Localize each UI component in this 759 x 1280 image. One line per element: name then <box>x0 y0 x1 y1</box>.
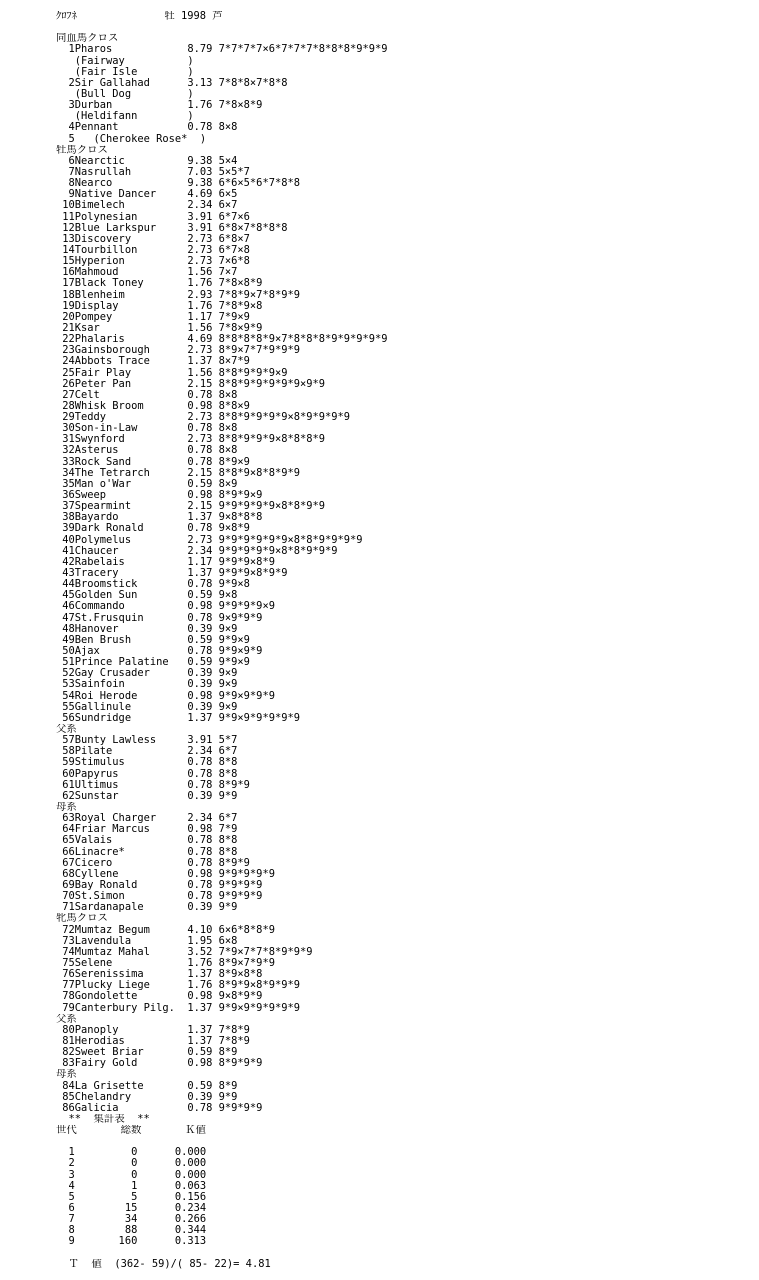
cross-row: 69Bay Ronald 0.78 9*9*9*9 <box>56 879 263 891</box>
cross-row: 10Bimelech 2.34 6×7 <box>56 200 238 212</box>
cross-row: 55Gallinule 0.39 9×9 <box>56 701 238 713</box>
cross-row: 13Discovery 2.73 6*8×7 <box>56 233 250 245</box>
cross-row: 81Herodias 1.37 7*8*9 <box>56 1035 250 1047</box>
cross-row: 50Ajax 0.78 9*9×9*9 <box>56 646 263 658</box>
cross-row: (Fair Isle ) <box>56 66 194 78</box>
summary-row: 3 0 0.000 <box>56 1169 207 1181</box>
spacer <box>56 22 756 33</box>
cross-row: 44Broomstick 0.78 9*9×8 <box>56 579 250 591</box>
summary-header: 世代 総数 Ｋ値 <box>56 1125 206 1137</box>
cross-row: 28Whisk Broom 0.98 8*8×9 <box>56 400 250 412</box>
cross-row: 45Golden Sun 0.59 9×8 <box>56 590 238 602</box>
cross-row: 85Chelandry 0.39 9*9 <box>56 1091 238 1103</box>
cross-row: 54Roi Herode 0.98 9*9×9*9*9 <box>56 690 275 702</box>
cross-row: 17Black Toney 1.76 7*8×8*9 <box>56 278 263 290</box>
cross-row: 21Ksar 1.56 7*8×9*9 <box>56 322 263 334</box>
summary-table <box>56 1147 756 1247</box>
summary-row: 4 1 0.063 <box>56 1180 207 1192</box>
cross-row: 76Serenissima 1.37 8*9×8*8 <box>56 969 263 981</box>
cross-row: 30Son-in-Law 0.78 8×8 <box>56 423 238 435</box>
cross-row: 49Ben Brush 0.59 9*9×9 <box>56 634 250 646</box>
cross-row: 56Sundridge 1.37 9*9×9*9*9*9*9 <box>56 712 300 724</box>
section-title: 母系 <box>56 1069 77 1081</box>
cross-row: 37Spearmint 2.15 9*9*9*9*9×8*8*9*9 <box>56 501 325 513</box>
cross-row: 71Sardanapale 0.39 9*9 <box>56 902 238 914</box>
cross-row: 26Peter Pan 2.15 8*8*9*9*9*9*9×9*9 <box>56 378 325 390</box>
section-title: 父系 <box>56 1013 77 1025</box>
cross-row: 46Commando 0.98 9*9*9*9×9 <box>56 601 275 613</box>
cross-row: 12Blue Larkspur 3.91 6*8×7*8*8*8 <box>56 222 288 234</box>
cross-row: 61Ultimus 0.78 8*9*9 <box>56 779 250 791</box>
cross-row: 31Swynford 2.73 8*8*9*9*9×8*8*8*9 <box>56 434 325 446</box>
cross-row: 7Nasrullah 7.03 5×5*7 <box>56 166 250 178</box>
cross-row: 72Mumtaz Begum 4.10 6×6*8*8*9 <box>56 924 275 936</box>
summary-row: 2 0 0.000 <box>56 1158 207 1170</box>
cross-row: 75Selene 1.76 8*9×7*9*9 <box>56 957 275 969</box>
cross-row: 32Asterus 0.78 8×8 <box>56 445 238 457</box>
cross-row: 52Gay Crusader 0.39 9×9 <box>56 668 238 680</box>
cross-row: 35Man o'War 0.59 8×9 <box>56 478 238 490</box>
cross-row: 3Durban 1.76 7*8×8*9 <box>56 100 263 112</box>
section-title: 母系 <box>56 801 77 813</box>
cross-row: 83Fairy Gold 0.98 8*9*9*9 <box>56 1058 263 1070</box>
cross-row: 14Tourbillon 2.73 6*7×8 <box>56 244 250 256</box>
cross-row: 82Sweet Briar 0.59 8*9 <box>56 1047 238 1059</box>
cross-row: 36Sweep 0.98 8*9*9×9 <box>56 490 263 502</box>
cross-row: 18Blenheim 2.93 7*8*9×7*8*9*9 <box>56 289 300 301</box>
cross-row: 4Pennant 0.78 8×8 <box>56 122 238 134</box>
cross-row: 25Fair Play 1.56 8*8*9*9*9×9 <box>56 367 288 379</box>
cross-row: 2Sir Gallahad 3.13 7*8*8×7*8*8 <box>56 77 288 89</box>
summary-row: 1 0 0.000 <box>56 1147 207 1159</box>
cross-row: 67Cicero 0.78 8*9*9 <box>56 857 250 869</box>
section-title: 父系 <box>56 724 77 735</box>
cross-row: 86Galicia 0.78 9*9*9*9 <box>56 1102 263 1114</box>
cross-row: 33Rock Sand 0.78 8*9×9 <box>56 456 250 468</box>
cross-row: (Heldifann ) <box>56 111 194 123</box>
cross-row: 51Prince Palatine 0.59 9*9×9 <box>56 657 250 669</box>
cross-row: 22Phalaris 4.69 8*8*8*8*9×7*8*8*8*9*9*9*9*9 <box>56 334 388 346</box>
cross-row: 29Teddy 2.73 8*8*9*9*9*9×8*9*9*9*9 <box>56 412 351 424</box>
cross-sections <box>56 33 756 1114</box>
cross-row: 15Hyperion 2.73 7×6*8 <box>56 256 250 268</box>
cross-row: 24Abbots Trace 1.37 8×7*9 <box>56 356 250 368</box>
cross-row: 8Nearco 9.38 6*6×5*6*7*8*8 <box>56 178 300 190</box>
cross-row: 84La Grisette 0.59 8*9 <box>56 1080 238 1092</box>
cross-row: 39Dark Ronald 0.78 9×8*9 <box>56 523 250 535</box>
cross-row: 6Nearctic 9.38 5×4 <box>56 155 238 167</box>
pedigree-document <box>56 11 756 1270</box>
cross-row: 57Bunty Lawless 3.91 5*7 <box>56 735 238 747</box>
cross-row: 48Hanover 0.39 9×9 <box>56 623 238 635</box>
cross-row: 42Rabelais 1.17 9*9*9×8*9 <box>56 556 275 568</box>
summary-title: ** 集計表 ** <box>56 1113 150 1125</box>
summary-row: 7 34 0.266 <box>56 1214 207 1226</box>
cross-row: 78Gondolette 0.98 9×8*9*9 <box>56 991 263 1003</box>
cross-row: (Bull Dog ) <box>56 88 194 100</box>
cross-row: 40Polymelus 2.73 9*9*9*9*9*9×8*8*9*9*9*9 <box>56 534 363 546</box>
cross-row: 53Sainfoin 0.39 9×9 <box>56 679 238 691</box>
cross-row: 80Panoply 1.37 7*8*9 <box>56 1024 250 1036</box>
summary-row: 5 5 0.156 <box>56 1191 207 1203</box>
cross-row: 68Cyllene 0.98 9*9*9*9*9 <box>56 868 275 880</box>
cross-row: 5 (Cherokee Rose* ) <box>56 133 207 145</box>
cross-row: 66Linacre* 0.78 8*8 <box>56 846 238 858</box>
cross-row: 16Mahmoud 1.56 7×7 <box>56 267 238 279</box>
t-value-line: Ｔ 値 (362- 59)/( 85- 22)= 4.81 <box>56 1258 271 1270</box>
cross-row: 47St.Frusquin 0.78 9×9*9*9 <box>56 612 263 624</box>
cross-row: 70St.Simon 0.78 9*9*9*9 <box>56 891 263 903</box>
cross-row: 23Gainsborough 2.73 8*9×7*7*9*9*9 <box>56 345 300 357</box>
cross-row: 79Canterbury Pilg. 1.37 9*9×9*9*9*9*9 <box>56 1002 300 1014</box>
spacer <box>56 1136 756 1147</box>
cross-row: 60Papyrus 0.78 8*8 <box>56 768 238 780</box>
cross-row: 58Pilate 2.34 6*7 <box>56 746 238 758</box>
section-title: 牡馬クロス <box>56 144 108 156</box>
cross-row: 20Pompey 1.17 7*9×9 <box>56 311 250 323</box>
cross-row: 74Mumtaz Mahal 3.52 7*9×7*7*8*9*9*9 <box>56 946 313 958</box>
cross-row: 19Display 1.76 7*8*9×8 <box>56 300 263 312</box>
spacer <box>56 1248 756 1259</box>
cross-row: 41Chaucer 2.34 9*9*9*9*9×8*8*9*9*9 <box>56 545 338 557</box>
section-title: 牝馬クロス <box>56 913 108 925</box>
cross-row: 65Valais 0.78 8*8 <box>56 835 238 847</box>
cross-row: 64Friar Marcus 0.98 7*9 <box>56 824 238 836</box>
cross-row: 34The Tetrarch 2.15 8*8*9×8*8*9*9 <box>56 467 300 479</box>
cross-row: 11Polynesian 3.91 6*7×6 <box>56 211 250 223</box>
cross-row: 63Royal Charger 2.34 6*7 <box>56 813 238 825</box>
section-title: 同血馬クロス <box>56 33 119 45</box>
summary-row: 6 15 0.234 <box>56 1203 207 1215</box>
cross-row: 77Plucky Liege 1.76 8*9*9×8*9*9*9 <box>56 980 300 992</box>
cross-row: 27Celt 0.78 8×8 <box>56 389 238 401</box>
cross-row: (Fairway ) <box>56 55 194 67</box>
cross-row: 38Bayardo 1.37 9×8*8*8 <box>56 512 263 524</box>
cross-row: 9Native Dancer 4.69 6×5 <box>56 189 238 201</box>
cross-row: 1Pharos 8.79 7*7*7*7×6*7*7*7*8*8*8*9*9*9 <box>56 44 388 56</box>
summary-row: 9 160 0.313 <box>56 1236 207 1248</box>
horse-header: ｸﾛﾌﾈ 牡 1998 芦 <box>56 11 223 22</box>
cross-row: 62Sunstar 0.39 9*9 <box>56 790 238 802</box>
cross-row: 73Lavendula 1.95 6×8 <box>56 935 238 947</box>
summary-row: 8 88 0.344 <box>56 1225 207 1237</box>
cross-row: 59Stimulus 0.78 8*8 <box>56 757 238 769</box>
cross-row: 43Tracery 1.37 9*9*9×8*9*9 <box>56 568 288 580</box>
